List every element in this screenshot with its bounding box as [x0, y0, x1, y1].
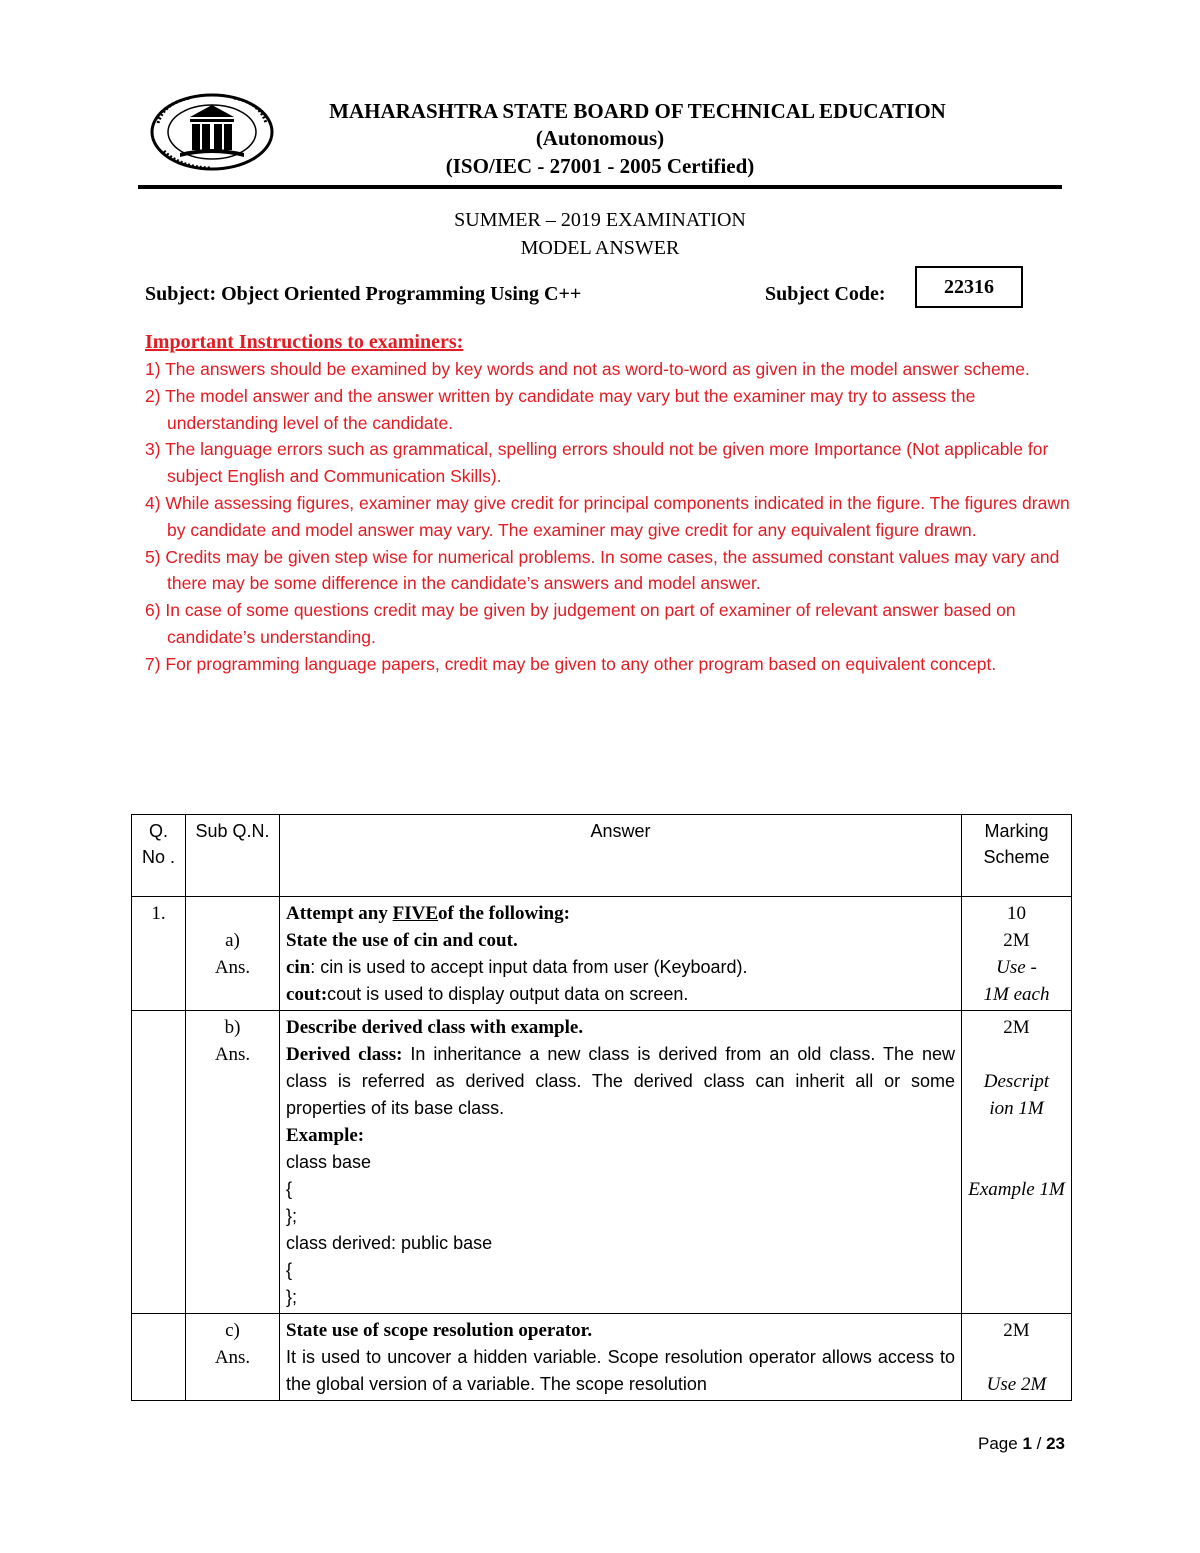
code-line: {	[286, 1179, 293, 1199]
table-row	[132, 1314, 1072, 1401]
header-marking-scheme: Marking Scheme	[962, 815, 1072, 897]
instruction-item: 1) The answers should be examined by key words and not as word-to-word as given in the model answer scheme.	[145, 359, 1030, 379]
instruction-item: 4) While assessing figures, examiner may give credit for principal components indicated in the figure. The figures drawn by candidate and model answer may vary. The examiner may give credit for any equivalent figure drawn.	[145, 492, 1070, 540]
header-sub-qn: Sub Q.N.	[186, 815, 280, 897]
sub-question-cell	[186, 1314, 280, 1401]
question-text: Describe derived class with example.	[286, 1017, 584, 1038]
question-text: State use of scope resolution operator.	[286, 1320, 593, 1341]
sub-question-label: c)	[225, 1320, 240, 1341]
ans-label: Ans.	[214, 957, 251, 978]
answer-cell	[280, 897, 962, 1011]
scheme-note: Use -	[996, 957, 1037, 978]
model-answer-title: MODEL ANSWER	[520, 237, 680, 259]
table-row	[132, 897, 1072, 1011]
instruction-item: 5) Credits may be given step wise for numerical problems. In some cases, the assumed constant values may vary and there may be some difference in the candidate’s answers and model answer.	[145, 546, 1060, 594]
code-line: {	[286, 1260, 293, 1280]
marks: 2M	[1003, 930, 1030, 951]
code-line: };	[286, 1287, 298, 1307]
answer-paragraph: It is used to uncover a hidden variable. Scope resolution operator allows access to the global version of a variable. The scope resolution	[286, 1347, 955, 1394]
answer-line: cout:cout is used to display output data on screen.	[286, 984, 689, 1005]
header-answer: Answer	[280, 815, 962, 897]
subject-label: Subject: Object Oriented Programming Using C++	[145, 283, 582, 305]
code-line: };	[286, 1206, 298, 1226]
example-label: Example:	[286, 1125, 365, 1146]
scheme-note: Descript ion 1M	[983, 1071, 1050, 1119]
marks: 2M	[1003, 1017, 1030, 1038]
sub-question-cell	[186, 1011, 280, 1314]
certification-label: (ISO/IEC - 27001 - 2005 Certified)	[445, 154, 755, 178]
total-marks: 10	[1007, 903, 1026, 924]
answer-paragraph: Derived class: In inheritance a new class is derived from an old class. The new class is referred as derived class. The derived class can inherit all or some properties of its base class.	[286, 1044, 955, 1118]
autonomous-label: (Autonomous)	[535, 126, 665, 150]
marking-cell	[962, 1314, 1072, 1401]
sub-question-cell	[186, 897, 280, 1011]
exam-title: SUMMER – 2019 EXAMINATION	[454, 209, 746, 231]
scheme-note: Use 2M	[986, 1374, 1047, 1395]
question-instruction: Attempt any FIVEof the following:	[286, 903, 570, 924]
marking-cell	[962, 897, 1072, 1011]
header-q-no: Q. No .	[132, 815, 186, 897]
code-line: class derived: public base	[286, 1233, 493, 1253]
scheme-note: Example 1M	[968, 1179, 1065, 1200]
subject-code-label: Subject Code:	[765, 283, 886, 305]
sub-question-label: a)	[225, 930, 240, 951]
answer-cell	[280, 1314, 962, 1401]
instructions-list	[145, 356, 1070, 678]
ans-label: Ans.	[214, 1347, 251, 1368]
scheme-note: 1M each	[983, 984, 1050, 1005]
instruction-item: 3) The language errors such as grammatical, spelling errors should not be given more Importance (Not applicable for subject English and Communication Skills).	[145, 439, 1049, 487]
page-number: Page 1 / 23	[978, 1434, 1065, 1453]
instruction-item: 6) In case of some questions credit may be given by judgement on part of examiner of relevant answer based on candidate’s understanding.	[145, 600, 1016, 647]
table-row	[132, 1011, 1072, 1314]
ans-label: Ans.	[214, 1044, 251, 1065]
table-header-row	[132, 815, 1072, 897]
instructions-heading: Important Instructions to examiners:	[145, 331, 464, 353]
header-rule	[138, 185, 1062, 189]
instruction-item: 7) For programming language papers, credit may be given to any other program based on equivalent concept.	[145, 653, 997, 674]
question-number: 1.	[132, 897, 186, 1011]
subject-code-box: 22316	[915, 266, 1023, 308]
marks: 2M	[1003, 1320, 1030, 1341]
answer-table	[131, 814, 1072, 1401]
sub-question-label: b)	[224, 1017, 241, 1038]
answer-cell	[280, 1011, 962, 1314]
marking-cell	[962, 1011, 1072, 1314]
instruction-item: 2) The model answer and the answer written by candidate may vary but the examiner may try to assess the understanding level of the candidate.	[145, 385, 976, 433]
board-name: MAHARASHTRA STATE BOARD OF TECHNICAL EDUCATION	[329, 99, 946, 123]
code-line: class base	[286, 1152, 372, 1172]
question-text: State the use of cin and cout.	[286, 930, 518, 951]
answer-line: cin: cin is used to accept input data from user (Keyboard).	[286, 957, 748, 978]
